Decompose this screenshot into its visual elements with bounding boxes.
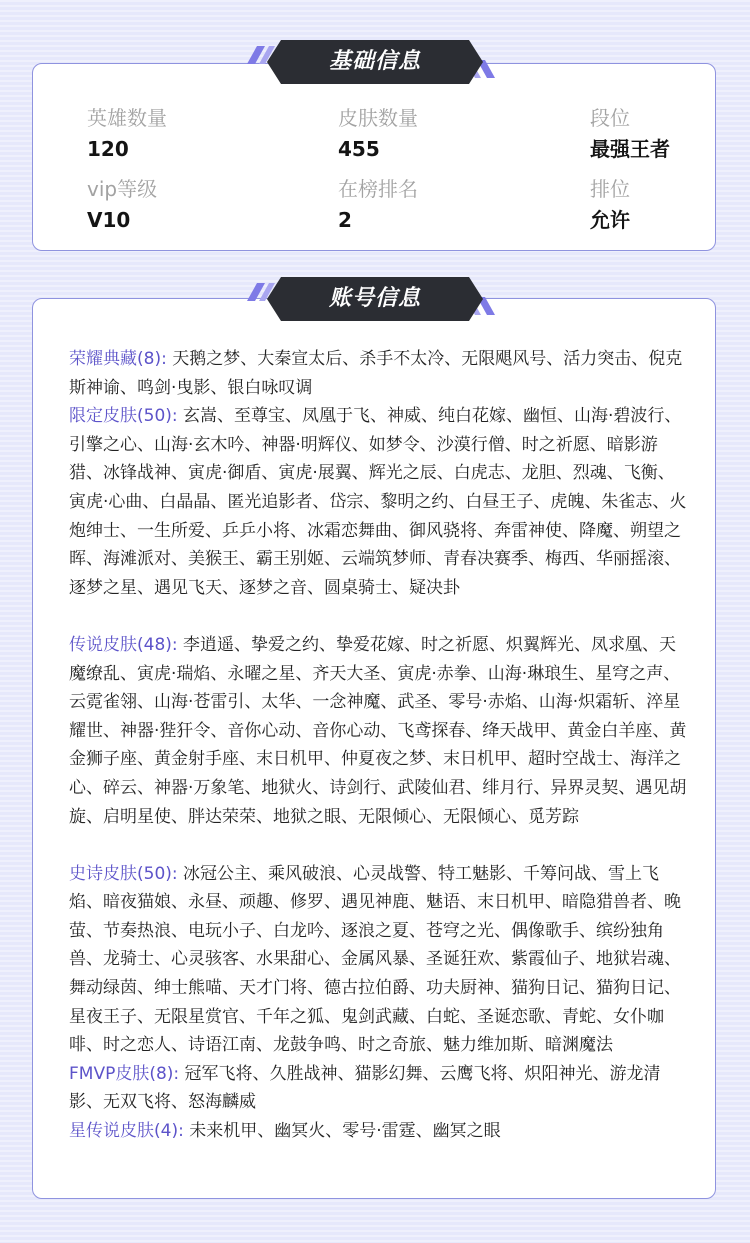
stat-label: 段位 [590, 106, 630, 130]
skin-category-glory [69, 345, 691, 402]
category-items: 天鹅之梦、大秦宣太后、杀手不太冷、无限飓风号、活力突击、倪克斯神谕、鸣剑·曳影、银白咏叹调 [69, 349, 683, 398]
category-name: FMVP皮肤(8): [69, 1063, 180, 1084]
stat-label: 排位 [590, 177, 630, 201]
category-name: 限定皮肤(50): [69, 406, 178, 427]
stat-value: 允许 [590, 208, 630, 232]
skin-category-limited [69, 402, 691, 602]
stat-leaderboard-rank [338, 175, 538, 235]
category-items: 李逍遥、挚爱之约、挚爱花嫁、时之祈愿、炽翼辉光、凤求凰、天魔缭乱、寅虎·瑞焰、永曜之星、齐天大圣、寅虎·赤拳、山海·琳琅生、星穹之声、云霓雀翎、山海·苍雷引、太华、一念神魔、武圣、零号·赤焰、山海·炽霜斩、淬星耀世、神器·狴犴令、音你心动、音你心动、飞鸢探春、绛天战甲、黄金白羊座、黄金狮子座、黄金射手座、末日机甲、仲夏夜之梦、末日机甲、超时空战士、海洋之心、碎云、神器·万象笔、地狱火、诗剑行、武陵仙君、绯月行、异界灵契、遇见胡旋、启明星使、胖达荣荣、地狱之眼、无限倾心、无限倾心、觅芳踪 [69, 634, 687, 827]
stat-hero-count [87, 104, 287, 164]
skin-category-star-legend [69, 1117, 691, 1146]
category-items: 玄嵩、至尊宝、凤凰于飞、神威、纯白花嫁、幽恒、山海·碧波行、引擎之心、山海·玄木吟、神器·明辉仪、如梦令、沙漠行僧、时之祈愿、暗影游猎、冰锋战神、寅虎·御盾、寅虎·展翼、辉光之辰、白虎志、龙胆、烈魂、飞衡、寅虎·心曲、白晶晶、匿光追影者、岱宗、黎明之约、白昼王子、虎魄、朱雀志、火炮绅士、一生所爱、乒乒小将、冰霜恋舞曲、御风骁将、奔雷神使、降魔、朔望之晖、海滩派对、美猴王、霸王别姬、云端筑梦师、青春决赛季、梅西、华丽摇滚、逐梦之星、遇见飞天、逐梦之音、圆桌骑士、疑决卦 [69, 406, 687, 598]
stat-ranked-allowed [590, 175, 750, 235]
section-title: 基础信息 [328, 49, 421, 74]
basic-info-card [32, 63, 716, 251]
stat-label: 皮肤数量 [338, 106, 418, 130]
category-items: 冠军飞将、久胜战神、猫影幻舞、云鹰飞将、炽阳神光、游龙清影、无双飞将、怒海麟威 [69, 1063, 661, 1113]
stat-vip-level [87, 175, 287, 235]
stat-label: 在榜排名 [338, 177, 418, 201]
category-items: 未来机甲、幽冥火、零号·雷霆、幽冥之眼 [189, 1121, 501, 1142]
stat-value: 2 [338, 208, 352, 232]
skin-category-fmvp [69, 1060, 691, 1117]
category-name: 荣耀典藏(8): [69, 349, 167, 369]
section-title: 账号信息 [328, 286, 421, 311]
stat-label: vip等级 [87, 177, 158, 201]
basic-info-header [245, 38, 505, 86]
category-items: 冰冠公主、乘风破浪、心灵战警、特工魅影、千筹问战、雪上飞焰、暗夜猫娘、永昼、顽趣、修罗、遇见神鹿、魅语、末日机甲、暗隐猎兽者、晚萤、节奏热浪、电玩小子、白龙吟、逐浪之夏、苍穹之光、偶像歌手、缤纷独角兽、龙骑士、心灵骇客、水果甜心、金属风暴、圣诞狂欢、紫霞仙子、地狱岩魂、舞动绿茵、绅士熊喵、天才门将、德古拉伯爵、功夫厨神、猫狗日记、猫狗日记、星夜王子、无限星赏官、千年之狐、鬼剑武藏、白蛇、圣诞恋歌、青蛇、女仆咖啡、时之恋人、诗语江南、龙鼓争鸣、时之奇旅、魅力维加斯、暗渊魔法 [69, 863, 681, 1056]
stat-value: V10 [87, 208, 131, 232]
category-name: 史诗皮肤(50): [69, 863, 178, 884]
category-name: 传说皮肤(48): [69, 634, 178, 655]
stat-value: 455 [338, 137, 380, 161]
skin-category-legend [69, 631, 691, 831]
stat-skin-count [338, 104, 538, 164]
category-name: 星传说皮肤(4): [69, 1121, 184, 1142]
stat-value: 120 [87, 137, 129, 161]
account-info-header [245, 275, 505, 323]
stat-rank-tier [590, 104, 750, 164]
account-info-card [32, 298, 716, 1199]
skin-list [69, 345, 691, 1146]
stat-value: 最强王者 [590, 137, 670, 161]
stat-label: 英雄数量 [87, 106, 167, 130]
skin-category-epic [69, 860, 691, 1060]
